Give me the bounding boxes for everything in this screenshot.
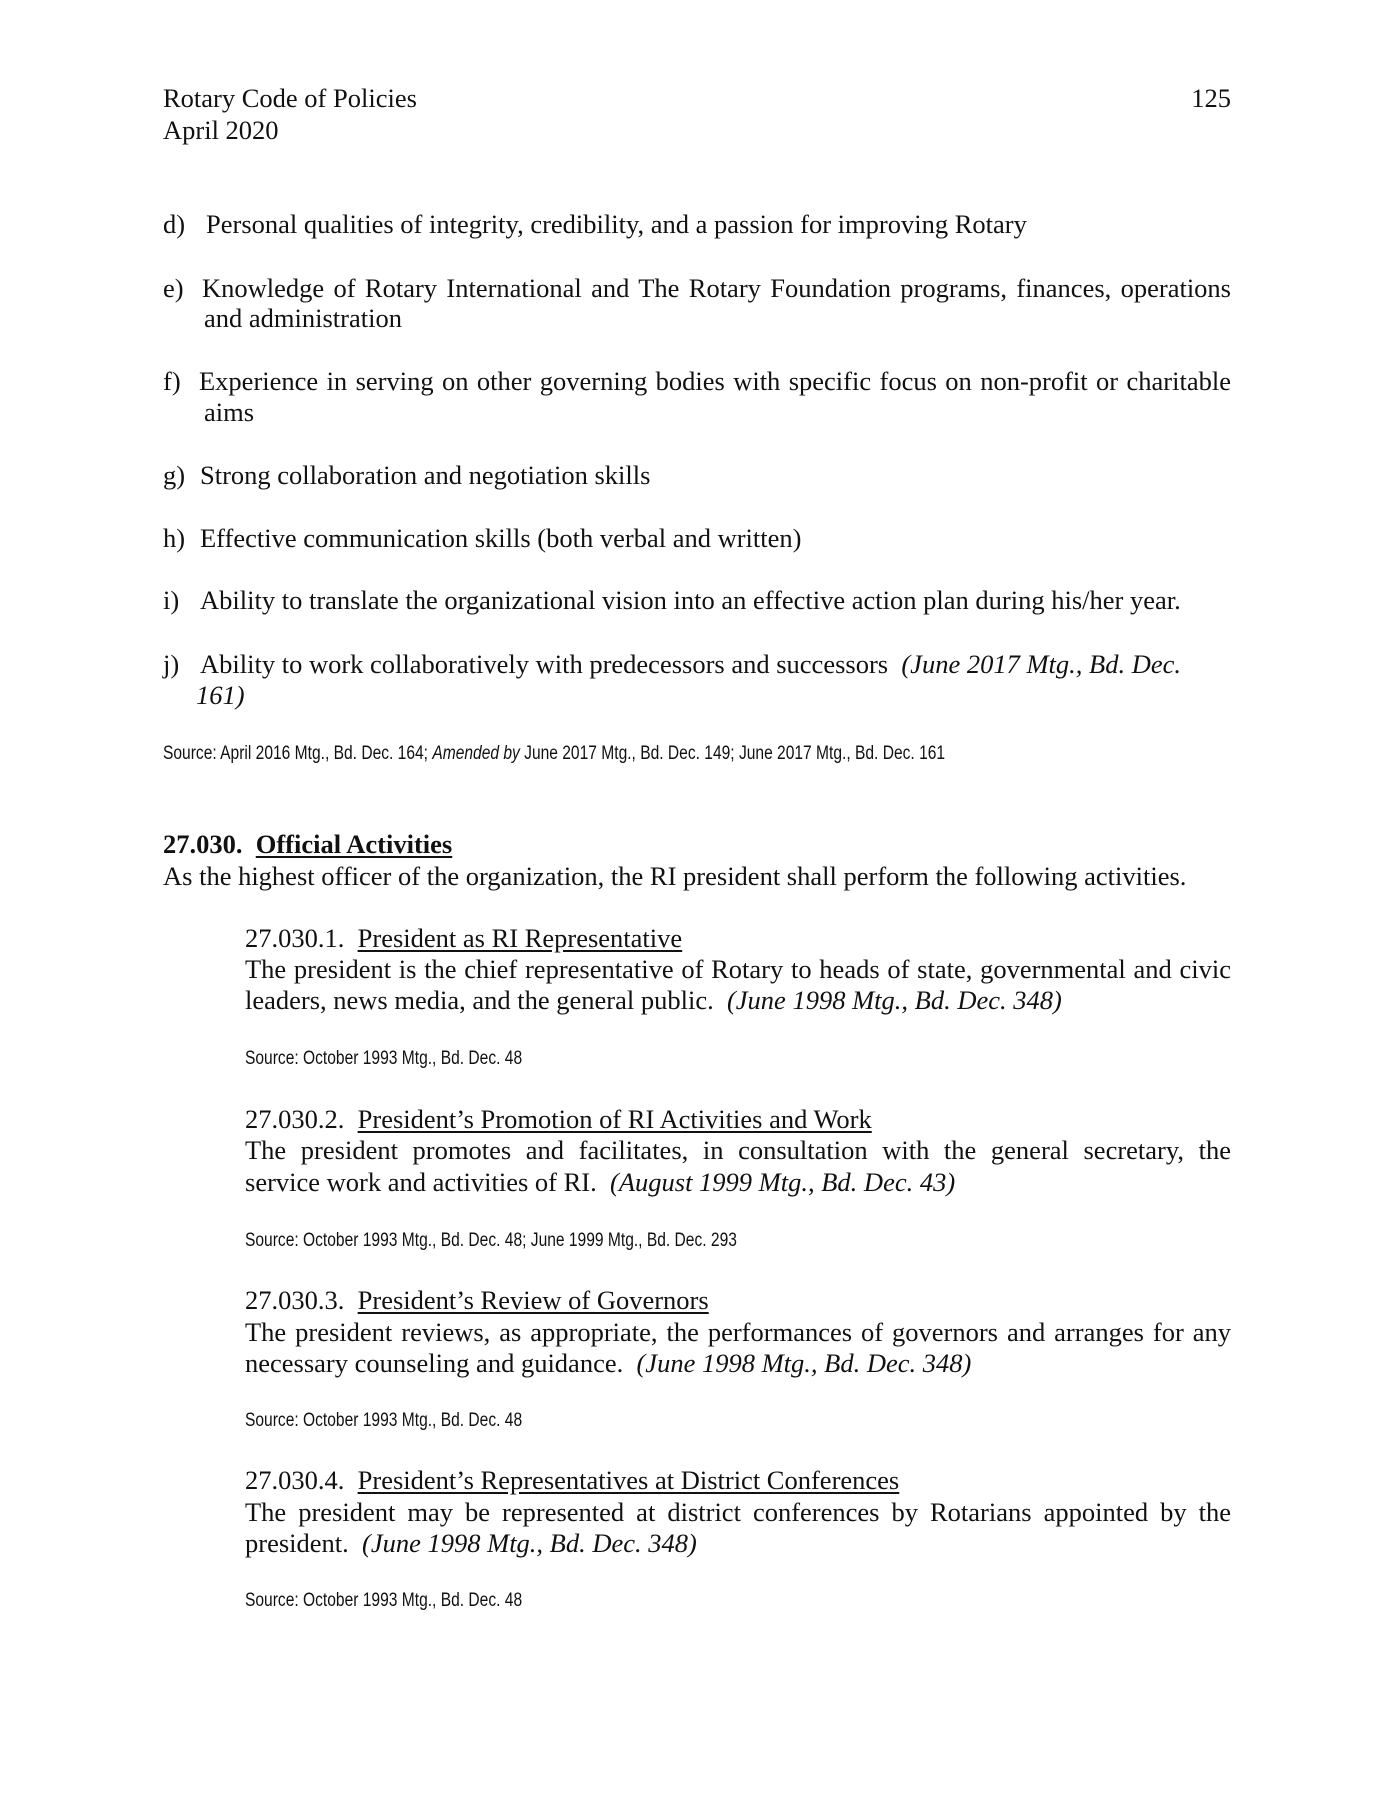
subsection-title: President as RI Representative [357, 923, 683, 953]
document-date: April 2020 [163, 115, 279, 145]
citation: (June 1998 Mtg., Bd. Dec. 348) [726, 985, 1062, 1015]
subsection-text-main: necessary counseling and guidance. [245, 1348, 624, 1378]
list-item-text: Ability to translate the organizational vision into an effective action plan during his/her year. [200, 585, 1181, 615]
list-item-label: j) [163, 649, 180, 679]
subsection-number: 27.030.3. [245, 1285, 345, 1315]
section-title: Official Activities [255, 829, 453, 859]
source-prefix: Source: April 2016 Mtg., Bd. Dec. 164; [163, 743, 433, 764]
subsection-number: 27.030.4. [245, 1465, 345, 1495]
list-item-label: h) [163, 523, 186, 553]
list-item-label: g) [163, 460, 186, 490]
citation: (June 1998 Mtg., Bd. Dec. 348) [636, 1348, 972, 1378]
subsection-text: The president is the chief representative of Rotary to heads of state, governmental and civic [245, 954, 1231, 984]
subsection-heading [245, 1465, 899, 1495]
subsection-text [245, 1167, 955, 1197]
subsection-text-main: president. [245, 1528, 349, 1558]
subsection-heading [245, 923, 682, 953]
subsection-text [245, 985, 1062, 1015]
section-heading [163, 829, 452, 859]
list-item-text: Personal qualities of integrity, credibility, and a passion for improving Rotary [206, 209, 1027, 239]
list-item-text: Effective communication skills (both verbal and written) [200, 523, 802, 553]
citation: (August 1999 Mtg., Bd. Dec. 43) [610, 1167, 956, 1197]
list-item-text: Experience in serving on other governing bodies with specific focus on non-profit or charitable [199, 366, 1231, 396]
section-number: 27.030. [163, 829, 243, 859]
citation: 161) [196, 680, 245, 710]
subsection-text [245, 1348, 971, 1378]
list-item-label: e) [163, 273, 184, 303]
list-item-text [200, 649, 1181, 679]
list-item-text: Strong collaboration and negotiation skills [200, 460, 651, 490]
list-item-label: i) [163, 585, 180, 615]
document-title: Rotary Code of Policies [163, 83, 417, 113]
list-item-label: d) [163, 209, 186, 239]
subsection-heading [245, 1285, 709, 1315]
list-item-text: and administration [204, 303, 402, 333]
source-note: Source: October 1993 Mtg., Bd. Dec. 48 [245, 1590, 523, 1611]
source-note: Source: October 1993 Mtg., Bd. Dec. 48; June 1999 Mtg., Bd. Dec. 293 [245, 1230, 737, 1251]
list-item-label: f) [163, 366, 181, 396]
source-suffix: June 2017 Mtg., Bd. Dec. 149; June 2017 Mtg., Bd. Dec. 161 [519, 743, 946, 764]
source-note: Source: October 1993 Mtg., Bd. Dec. 48 [245, 1410, 523, 1431]
subsection-number: 27.030.2. [245, 1104, 345, 1134]
list-item-text: aims [204, 397, 255, 427]
subsection-title: President’s Promotion of RI Activities and Work [357, 1104, 872, 1134]
subsection-text [245, 1528, 697, 1558]
subsection-title: President’s Review of Governors [357, 1285, 709, 1315]
subsection-text: The president reviews, as appropriate, the performances of governors and arranges for any [245, 1317, 1231, 1347]
source-note [163, 743, 945, 765]
citation: (June 1998 Mtg., Bd. Dec. 348) [362, 1528, 697, 1558]
subsection-text: The president promotes and facilitates, in consultation with the general secretary, the [245, 1135, 1231, 1165]
list-item-text: Knowledge of Rotary International and The Rotary Foundation programs, finances, operations [202, 273, 1231, 303]
source-note: Source: October 1993 Mtg., Bd. Dec. 48 [245, 1048, 523, 1069]
subsection-number: 27.030.1. [245, 923, 345, 953]
subsection-text: The president may be represented at district conferences by Rotarians appointed by the [245, 1497, 1231, 1527]
subsection-text-main: service work and activities of RI. [245, 1167, 597, 1197]
section-intro: As the highest officer of the organization, the RI president shall perform the following activities. [163, 861, 1187, 891]
subsection-text-main: leaders, news media, and the general public. [245, 985, 714, 1015]
source-amended: Amended by [432, 743, 520, 764]
list-item-text-main: Ability to work collaboratively with predecessors and successors [200, 649, 889, 679]
subsection-title: President’s Representatives at District Conferences [357, 1465, 900, 1495]
page-number: 125 [1191, 83, 1231, 113]
citation: (June 2017 Mtg., Bd. Dec. [901, 649, 1181, 679]
subsection-heading [245, 1104, 872, 1134]
